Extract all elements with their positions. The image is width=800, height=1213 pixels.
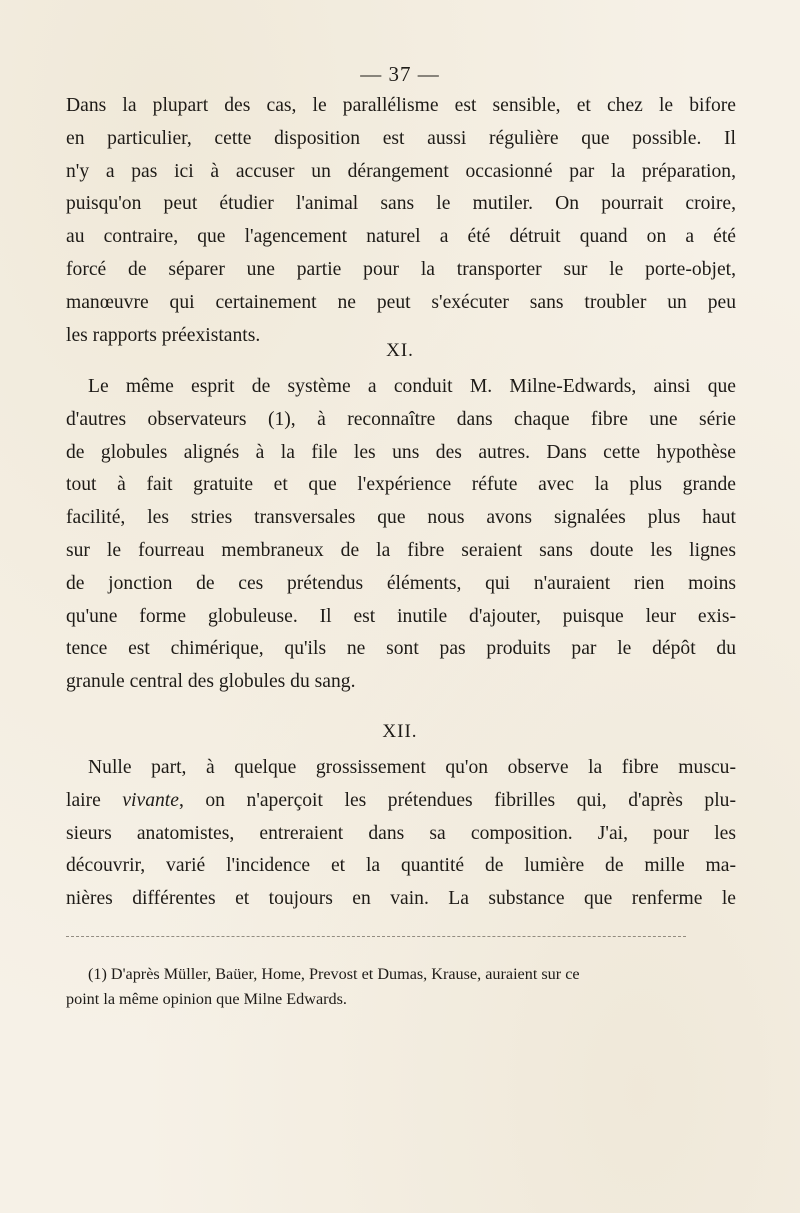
text-line-with-italic (66, 785, 736, 818)
text-line: tence est chimérique, qu'ils ne sont pas produits par le dépôt du (66, 638, 736, 660)
text-line: tout à fait gratuite et que l'expérience réfute avec la plus grande (66, 474, 736, 496)
text-line: manœuvre qui certainement ne peut s'exécuter sans troubler un peu (66, 291, 736, 313)
text-line: nières différentes et toujours en vain. La substance que renferme le (66, 888, 736, 910)
text-fragment: , on n'aperçoit les prétendues fibrilles qui, d'après plu- (178, 789, 736, 811)
text-line: de jonction de ces prétendus éléments, qui n'auraient rien moins (66, 572, 736, 594)
footnote (66, 962, 696, 1012)
section-heading-xi: XI. (386, 340, 414, 361)
text-line: granule central des globules du sang. (66, 671, 356, 693)
text-line: d'autres observateurs (1), à reconnaître dans chaque fibre une série (66, 408, 736, 430)
paragraph-3 (66, 752, 736, 916)
text-line: n'y a pas ici à accuser un dérangement occasionné par la préparation, (66, 160, 736, 182)
text-line: forcé de séparer une partie pour la transporter sur le porte-objet, (66, 258, 736, 280)
text-line: découvrir, varié l'incidence et la quantité de lumière de mille ma- (66, 855, 736, 877)
text-line: au contraire, que l'agencement naturel a été détruit quand on a été (66, 226, 736, 248)
text-line: sieurs anatomistes, entreraient dans sa composition. J'ai, pour les (66, 822, 736, 844)
text-fragment: laire (66, 789, 123, 811)
italic-word: vivante (122, 789, 179, 811)
paragraph-1 (66, 90, 736, 352)
text-line: facilité, les stries transversales que nous avons signalées plus haut (66, 507, 736, 529)
paragraph-2 (66, 371, 736, 699)
text-line: Dans la plupart des cas, le parallélisme est sensible, et chez le bifore (66, 95, 736, 116)
section-heading-xii: XII. (382, 721, 418, 742)
footnote-line: point la même opinion que Milne Edwards. (66, 990, 347, 1008)
text-line: sur le fourreau membraneux de la fibre seraient sans doute les lignes (66, 539, 736, 561)
text-line: Nulle part, à quelque grossissement qu'on observe la fibre muscu- (88, 757, 736, 778)
footnote-separator (66, 936, 686, 937)
text-line: qu'une forme globuleuse. Il est inutile d'ajouter, puisque leur exis- (66, 605, 736, 627)
text-line: en particulier, cette disposition est aussi régulière que possible. Il (66, 127, 736, 149)
text-line: puisqu'on peut étudier l'animal sans le mutiler. On pourrait croire, (66, 193, 736, 215)
text-line: de globules alignés à la file les uns des autres. Dans cette hypothèse (66, 441, 736, 463)
page-number: — 37 — (360, 62, 440, 86)
text-line: les rapports préexistants. (66, 324, 261, 346)
footnote-line: (1) D'après Müller, Baüer, Home, Prevost et Dumas, Krause, auraient sur ce (88, 965, 580, 983)
text-line: Le même esprit de système a conduit M. Milne-Edwards, ainsi que (88, 376, 736, 397)
